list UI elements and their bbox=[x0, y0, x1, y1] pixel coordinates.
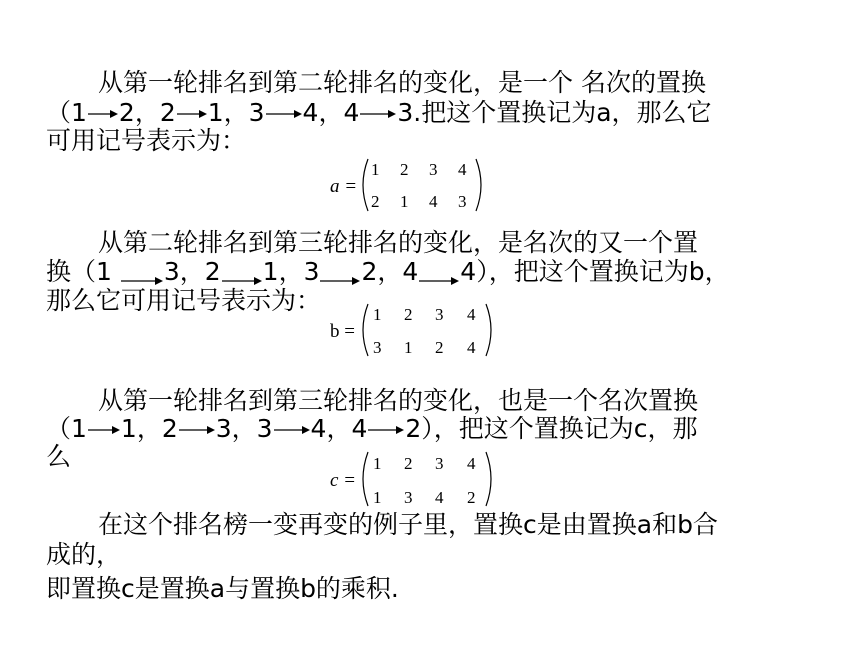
matrix-a-label: a = bbox=[330, 176, 358, 197]
para3-line2 bbox=[46, 414, 698, 444]
text: 4），把这个置换记为b， bbox=[460, 257, 730, 286]
text: 2，2 bbox=[118, 98, 176, 127]
text: 3，2 bbox=[163, 257, 221, 286]
para2-line3: 那么它可用记号表示为： bbox=[46, 286, 322, 315]
arrow-icon bbox=[360, 107, 396, 121]
para4-line1: 在这个排名榜一变再变的例子里，置换c是由置换a和b合 bbox=[98, 510, 718, 539]
matrix-cell: 3 bbox=[404, 488, 413, 507]
left-paren bbox=[363, 159, 368, 211]
text: 4，4 bbox=[302, 98, 360, 127]
arrow-icon bbox=[179, 423, 215, 437]
arrow-icon bbox=[177, 107, 207, 121]
matrix-b-label: b = bbox=[330, 321, 355, 342]
matrix-cell: 4 bbox=[458, 160, 467, 179]
matrix-cell: 2 bbox=[404, 454, 413, 473]
para3-line3: 么 bbox=[46, 442, 72, 471]
matrix-cell: 3 bbox=[458, 192, 467, 211]
matrix-cell: 4 bbox=[467, 305, 476, 324]
arrow-icon bbox=[419, 274, 459, 288]
para4-line3: 即置换c是置换a与置换b的乘积. bbox=[46, 574, 399, 603]
matrix-b bbox=[328, 300, 498, 360]
text: （ bbox=[46, 98, 72, 127]
text: 换（1 bbox=[46, 257, 120, 286]
matrix-cell: 4 bbox=[467, 338, 476, 357]
matrix-cell: 2 bbox=[404, 305, 413, 324]
text: 2，4 bbox=[361, 257, 419, 286]
text: 1，3 bbox=[262, 257, 320, 286]
matrix-cell: 1 bbox=[373, 454, 382, 473]
para1-line2 bbox=[46, 98, 712, 128]
matrix-cell: 3 bbox=[429, 160, 438, 179]
arrow-icon bbox=[88, 107, 118, 121]
matrix-cell: 2 bbox=[467, 488, 476, 507]
matrix-cell: 4 bbox=[429, 192, 438, 211]
para4-line2: 成的， bbox=[46, 540, 122, 569]
text: 1，2 bbox=[120, 414, 178, 443]
para1-line1: 从第一轮排名到第二轮排名的变化，是一个 名次的置换 bbox=[98, 68, 706, 97]
matrix-cell: 4 bbox=[467, 454, 476, 473]
text: 3.把这个置换记为a，那么它 bbox=[397, 98, 712, 127]
matrix-c-label: c = bbox=[330, 470, 357, 491]
matrix-a bbox=[328, 155, 488, 215]
text: 1 bbox=[71, 414, 87, 443]
text: 1，3 bbox=[207, 98, 265, 127]
matrix-cell: 1 bbox=[404, 338, 413, 357]
para2-line2 bbox=[46, 257, 730, 287]
matrix-cell: 3 bbox=[435, 305, 444, 324]
matrix-cell: 2 bbox=[400, 160, 409, 179]
left-paren bbox=[363, 452, 368, 506]
arrow-icon bbox=[88, 423, 120, 437]
text: 2），把这个置换记为c，那 bbox=[405, 414, 698, 443]
text: 1 bbox=[71, 98, 87, 127]
para2-line1: 从第二轮排名到第三轮排名的变化，是名次的又一个置 bbox=[98, 228, 699, 257]
text: 4，4 bbox=[310, 414, 368, 443]
right-paren bbox=[476, 159, 481, 211]
matrix-cell: 1 bbox=[371, 160, 380, 179]
para3-line1: 从第一轮排名到第三轮排名的变化，也是一个名次置换 bbox=[98, 386, 699, 415]
matrix-cell: 4 bbox=[435, 488, 444, 507]
matrix-cell: 1 bbox=[373, 488, 382, 507]
matrix-c bbox=[328, 448, 498, 510]
text: 3，3 bbox=[215, 414, 273, 443]
arrow-icon bbox=[266, 107, 302, 121]
matrix-cell: 1 bbox=[400, 192, 409, 211]
matrix-cell: 3 bbox=[435, 454, 444, 473]
matrix-cell: 1 bbox=[373, 305, 382, 324]
para1-line3: 可用记号表示为： bbox=[46, 126, 247, 155]
matrix-cell: 3 bbox=[373, 338, 382, 357]
right-paren bbox=[486, 452, 491, 506]
arrow-icon bbox=[320, 274, 360, 288]
arrow-icon bbox=[274, 423, 310, 437]
matrix-cell: 2 bbox=[371, 192, 380, 211]
right-paren bbox=[486, 304, 491, 356]
arrow-icon bbox=[368, 423, 404, 437]
text: （ bbox=[46, 414, 72, 443]
left-paren bbox=[363, 304, 368, 356]
matrix-cell: 2 bbox=[435, 338, 444, 357]
